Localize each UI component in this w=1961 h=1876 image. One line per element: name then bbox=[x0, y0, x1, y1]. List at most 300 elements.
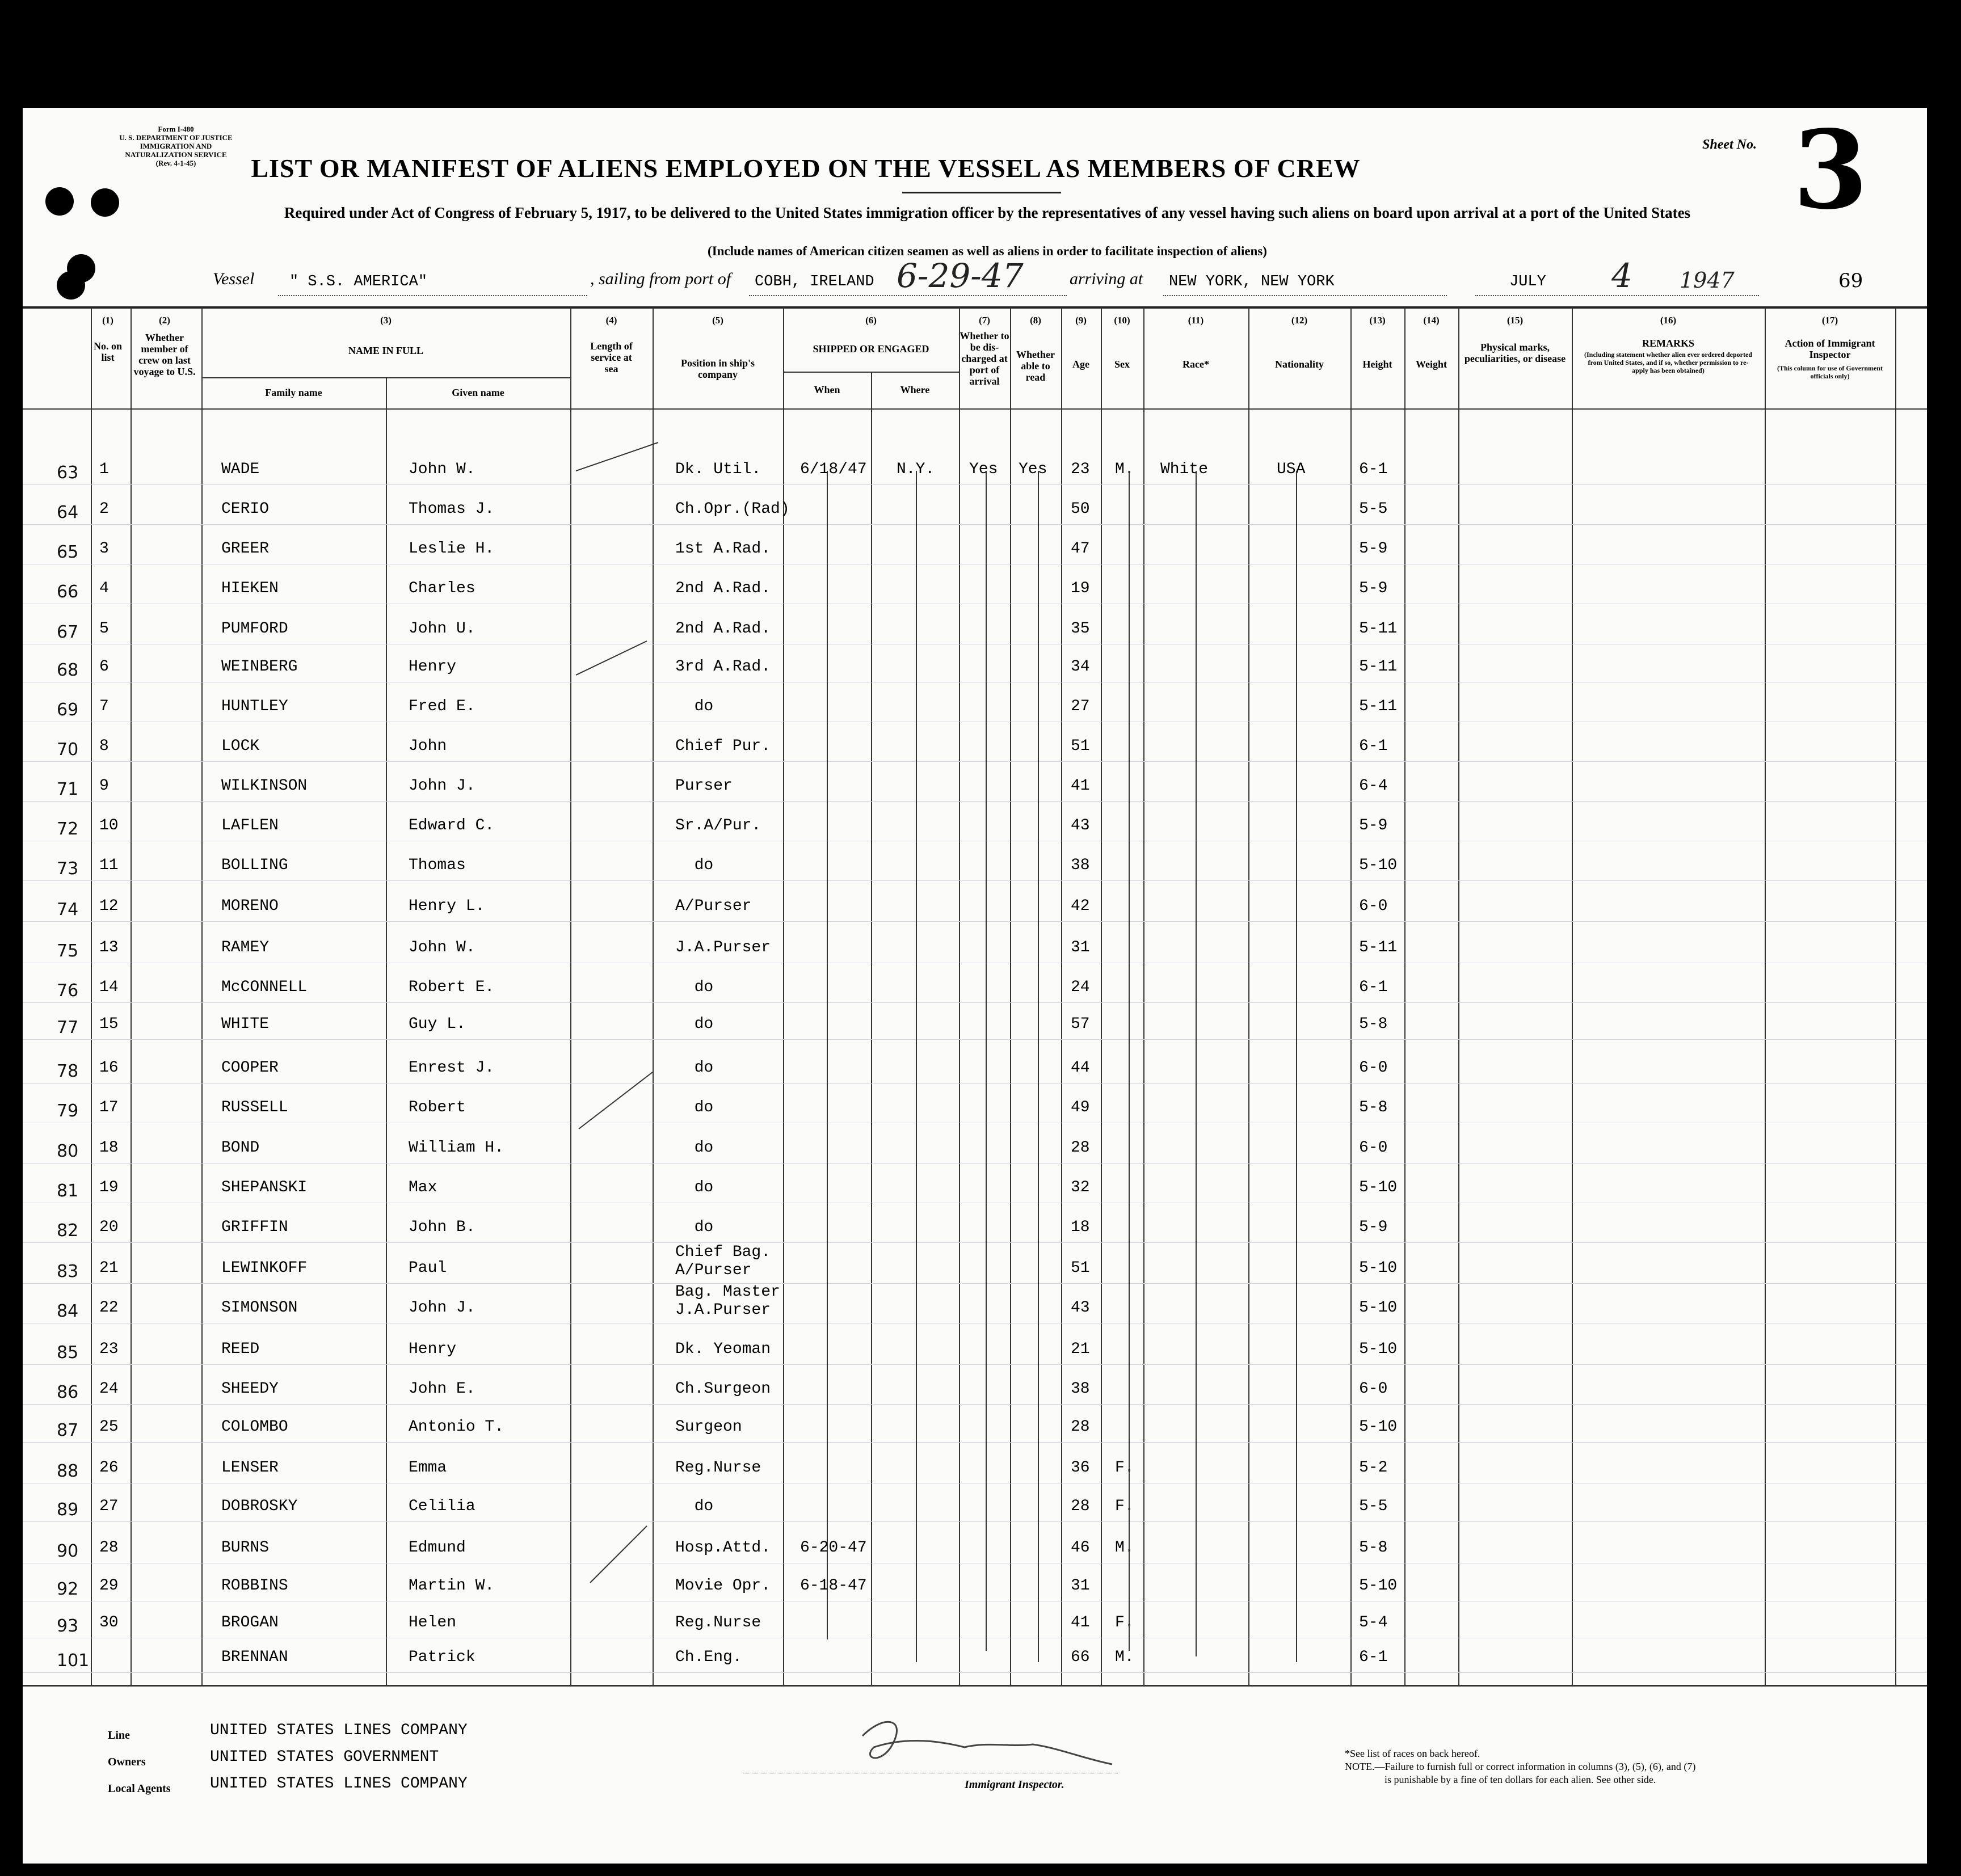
cell-given: Leslie H. bbox=[409, 540, 495, 558]
cell-age: 49 bbox=[1071, 1099, 1090, 1116]
cell-no: 27 bbox=[99, 1498, 119, 1515]
cell-family: LOCK bbox=[221, 737, 260, 755]
header-length-service: Length of service at sea bbox=[590, 340, 633, 374]
cell-position: do bbox=[675, 1498, 714, 1515]
cell-position: Surgeon bbox=[675, 1418, 742, 1436]
colnum-11: (11) bbox=[1188, 315, 1204, 326]
colnum-14: (14) bbox=[1423, 315, 1440, 326]
cell-position: do bbox=[675, 1219, 714, 1236]
cell-when: 6-18-47 bbox=[800, 1577, 867, 1595]
cell-age: 24 bbox=[1071, 979, 1090, 996]
cell-position: do bbox=[675, 1059, 714, 1077]
cell-given: Celilia bbox=[409, 1498, 475, 1515]
cell-height: 5-10 bbox=[1359, 1577, 1398, 1595]
cell-given: Henry bbox=[409, 1340, 457, 1358]
footer-agents-label: Local Agents bbox=[108, 1782, 171, 1795]
colnum-4: (4) bbox=[605, 315, 617, 326]
cell-position: Bag. Master J.A.Purser bbox=[675, 1283, 780, 1319]
line-number: 87 bbox=[57, 1420, 79, 1440]
cell-height: 5-10 bbox=[1359, 1299, 1398, 1317]
line-number: 82 bbox=[57, 1221, 79, 1241]
cell-height: 6-0 bbox=[1359, 1139, 1388, 1157]
cell-position: do bbox=[675, 979, 714, 996]
cell-position: J.A.Purser bbox=[675, 939, 771, 956]
cell-family: WILKINSON bbox=[221, 777, 308, 795]
header-sex: Sex bbox=[1114, 359, 1130, 370]
cell-height: 5-5 bbox=[1359, 1498, 1388, 1515]
cell-given: Thomas bbox=[409, 857, 466, 874]
cell-given: John E. bbox=[409, 1380, 475, 1398]
cell-no: 21 bbox=[99, 1259, 119, 1277]
cell-family: ROBBINS bbox=[221, 1577, 288, 1595]
cell-position: Hosp.Attd. bbox=[675, 1539, 771, 1557]
cell-height: 5-11 bbox=[1359, 698, 1398, 715]
sail-date-handwritten: 6-29-47 bbox=[897, 256, 1024, 295]
colnum-3: (3) bbox=[380, 315, 392, 326]
cell-family: RUSSELL bbox=[221, 1099, 288, 1116]
cell-no: 2 bbox=[99, 500, 109, 518]
cell-no: 24 bbox=[99, 1380, 119, 1398]
cell-age: 50 bbox=[1071, 500, 1090, 518]
cell-height: 5-10 bbox=[1359, 1418, 1398, 1436]
cell-when: 6-20-47 bbox=[800, 1539, 867, 1557]
line-number: 68 bbox=[57, 660, 79, 680]
cell-given: John J. bbox=[409, 777, 475, 795]
cell-position: Sr.A/Pur. bbox=[675, 817, 761, 834]
cell-height: 5-8 bbox=[1359, 1099, 1388, 1116]
cell-position: do bbox=[675, 1179, 714, 1196]
cell-family: McCONNELL bbox=[221, 979, 308, 996]
page-title: LIST OR MANIFEST OF ALIENS EMPLOYED ON THE VESSEL AS MEMBERS OF CREW bbox=[251, 154, 1361, 183]
header-last-voyage: Whether member of crew on last voyage to U.S. bbox=[133, 332, 196, 377]
cell-age: 38 bbox=[1071, 1380, 1090, 1398]
cell-position: Dk. Yeoman bbox=[675, 1340, 771, 1358]
line-number: 75 bbox=[57, 941, 79, 961]
header-name-in-full: NAME IN FULL bbox=[348, 345, 423, 356]
cell-given: Charles bbox=[409, 580, 475, 597]
cell-sex: F. bbox=[1115, 1614, 1134, 1632]
cell-no: 3 bbox=[99, 540, 109, 558]
cell-height: 5-2 bbox=[1359, 1459, 1388, 1477]
cell-disch: Yes bbox=[969, 461, 998, 478]
line-number: 74 bbox=[57, 900, 79, 920]
cell-height: 5-10 bbox=[1359, 857, 1398, 874]
header-given-name: Given name bbox=[452, 387, 504, 398]
cell-position: Ch.Opr.(Rad) bbox=[675, 500, 790, 518]
header-race: Race* bbox=[1183, 359, 1209, 370]
line-number: 76 bbox=[57, 981, 79, 1001]
cell-height: 6-0 bbox=[1359, 1380, 1388, 1398]
colnum-5: (5) bbox=[712, 315, 723, 326]
line-number: 67 bbox=[57, 622, 79, 642]
line-number: 70 bbox=[57, 740, 79, 760]
cell-given: Henry L. bbox=[409, 897, 485, 915]
cell-age: 21 bbox=[1071, 1340, 1090, 1358]
cell-family: COOPER bbox=[221, 1059, 279, 1077]
cell-age: 51 bbox=[1071, 1259, 1090, 1277]
header-action: Action of Immigrant Inspector bbox=[1785, 338, 1875, 360]
cell-family: COLOMBO bbox=[221, 1418, 288, 1436]
header-where: Where bbox=[900, 384, 930, 395]
line-number: 64 bbox=[57, 503, 79, 522]
cell-height: 5-5 bbox=[1359, 500, 1388, 518]
cell-height: 5-9 bbox=[1359, 580, 1388, 597]
cell-position: 3rd A.Rad. bbox=[675, 658, 771, 676]
line-number: 77 bbox=[57, 1018, 79, 1038]
header-no-on-list: No. on list bbox=[93, 340, 122, 363]
cell-given: Guy L. bbox=[409, 1015, 466, 1033]
cell-given: Fred E. bbox=[409, 698, 475, 715]
cell-height: 6-1 bbox=[1359, 737, 1388, 755]
cell-given: Thomas J. bbox=[409, 500, 495, 518]
form-department: U. S. DEPARTMENT OF JUSTICE bbox=[119, 133, 233, 142]
cell-no: 12 bbox=[99, 897, 119, 915]
cell-position: 2nd A.Rad. bbox=[675, 580, 771, 597]
cell-sex: F. bbox=[1115, 1498, 1134, 1515]
form-revision: (Rev. 4-1-45) bbox=[155, 159, 196, 167]
colnum-8: (8) bbox=[1030, 315, 1041, 326]
line-number: 63 bbox=[57, 463, 79, 483]
cell-given: John bbox=[409, 737, 447, 755]
inspector-line bbox=[743, 1773, 1118, 1774]
header-action-note: (This column for use of Government officials only) bbox=[1777, 364, 1883, 380]
cell-no: 26 bbox=[99, 1459, 119, 1477]
header-shipped: SHIPPED OR ENGAGED bbox=[813, 343, 929, 355]
colnum-13: (13) bbox=[1369, 315, 1386, 326]
colnum-2: (2) bbox=[159, 315, 170, 326]
cell-age: 38 bbox=[1071, 857, 1090, 874]
cell-no: 28 bbox=[99, 1539, 119, 1557]
colnum-7: (7) bbox=[979, 315, 990, 326]
cell-height: 5-11 bbox=[1359, 620, 1398, 638]
vessel-name: " S.S. AMERICA" bbox=[289, 273, 428, 290]
cell-no: 29 bbox=[99, 1577, 119, 1595]
cell-age: 43 bbox=[1071, 1299, 1090, 1317]
footer-agents-value: UNITED STATES LINES COMPANY bbox=[210, 1775, 468, 1793]
line-number: 86 bbox=[57, 1382, 79, 1402]
cell-age: 19 bbox=[1071, 580, 1090, 597]
cell-race: White bbox=[1160, 461, 1209, 478]
cell-age: 46 bbox=[1071, 1539, 1090, 1557]
cell-family: BRENNAN bbox=[221, 1649, 288, 1666]
footer-note-fine: is punishable by a fine of ten dollars for each alien. See other side. bbox=[1385, 1774, 1656, 1785]
cell-given: Robert E. bbox=[409, 979, 495, 996]
cell-height: 5-10 bbox=[1359, 1259, 1398, 1277]
cell-position: do bbox=[675, 1099, 714, 1116]
cell-no: 17 bbox=[99, 1099, 119, 1116]
cell-position: 1st A.Rad. bbox=[675, 540, 771, 558]
cell-height: 6-0 bbox=[1359, 897, 1388, 915]
cell-height: 6-1 bbox=[1359, 461, 1388, 478]
line-number: 71 bbox=[57, 779, 79, 799]
cell-no: 23 bbox=[99, 1340, 119, 1358]
cell-height: 6-4 bbox=[1359, 777, 1388, 795]
cell-age: 28 bbox=[1071, 1498, 1090, 1515]
cell-age: 34 bbox=[1071, 658, 1090, 676]
cell-age: 66 bbox=[1071, 1649, 1090, 1666]
cell-age: 35 bbox=[1071, 620, 1090, 638]
header-discharged: Whether to be dis-charged at port of arrival bbox=[960, 330, 1009, 387]
line-number: 89 bbox=[57, 1500, 79, 1520]
header-able-read: Whether able to read bbox=[1016, 349, 1055, 383]
cell-age: 44 bbox=[1071, 1059, 1090, 1077]
cell-no: 14 bbox=[99, 979, 119, 996]
colnum-15: (15) bbox=[1506, 315, 1524, 326]
cell-family: LEWINKOFF bbox=[221, 1259, 308, 1277]
cell-given: Patrick bbox=[409, 1649, 475, 1666]
line-number: 85 bbox=[57, 1343, 79, 1363]
cell-age: 47 bbox=[1071, 540, 1090, 558]
cell-age: 32 bbox=[1071, 1179, 1090, 1196]
form-service: IMMIGRATION AND NATURALIZATION SERVICE bbox=[125, 142, 227, 159]
cell-no: 5 bbox=[99, 620, 109, 638]
cell-no: 1 bbox=[99, 461, 109, 478]
line-number: 81 bbox=[57, 1181, 79, 1201]
cell-sex: M. bbox=[1115, 461, 1134, 478]
colnum-16: (16) bbox=[1660, 315, 1677, 326]
cell-no: 8 bbox=[99, 737, 109, 755]
header-position: Position in ship's company bbox=[680, 357, 755, 380]
inspector-label: Immigrant Inspector. bbox=[965, 1778, 1064, 1791]
cell-height: 5-11 bbox=[1359, 658, 1398, 676]
cell-height: 5-10 bbox=[1359, 1179, 1398, 1196]
vessel-label: Vessel bbox=[213, 269, 255, 288]
cell-sex: M. bbox=[1115, 1649, 1134, 1666]
cell-position: Chief Bag. A/Purser bbox=[675, 1243, 771, 1279]
sailing-label: , sailing from port of bbox=[590, 269, 731, 288]
footer-owners-value: UNITED STATES GOVERNMENT bbox=[210, 1748, 439, 1766]
arrival-year: 1947 bbox=[1680, 268, 1735, 293]
header-weight: Weight bbox=[1415, 359, 1447, 370]
cell-position: Ch.Eng. bbox=[675, 1649, 742, 1666]
header-nationality: Nationality bbox=[1274, 359, 1324, 370]
cell-given: Antonio T. bbox=[409, 1418, 504, 1436]
cell-given: Max bbox=[409, 1179, 437, 1196]
cell-given: Edward C. bbox=[409, 817, 495, 834]
cell-family: LENSER bbox=[221, 1459, 279, 1477]
cell-age: 51 bbox=[1071, 737, 1090, 755]
cell-sex: F. bbox=[1115, 1459, 1134, 1477]
cell-position: Dk. Util. bbox=[675, 461, 761, 478]
line-number: 65 bbox=[57, 542, 79, 562]
cell-position: do bbox=[675, 698, 714, 715]
cell-position: Reg.Nurse bbox=[675, 1614, 761, 1632]
line-number: 83 bbox=[57, 1262, 79, 1281]
cell-height: 5-11 bbox=[1359, 939, 1398, 956]
colnum-9: (9) bbox=[1075, 315, 1087, 326]
cell-age: 41 bbox=[1071, 777, 1090, 795]
colnum-12: (12) bbox=[1291, 315, 1308, 326]
footer-note-races: *See list of races on back hereof. bbox=[1345, 1748, 1480, 1759]
cell-no: 11 bbox=[99, 857, 119, 874]
cell-no: 25 bbox=[99, 1418, 119, 1436]
cell-family: WEINBERG bbox=[221, 658, 298, 676]
header-remarks: REMARKS bbox=[1642, 338, 1694, 349]
cell-no: 22 bbox=[99, 1299, 119, 1317]
line-number: 80 bbox=[57, 1141, 79, 1161]
cell-no: 9 bbox=[99, 777, 109, 795]
cell-family: SHEPANSKI bbox=[221, 1179, 308, 1196]
cell-given: Robert bbox=[409, 1099, 466, 1116]
cell-given: John W. bbox=[409, 939, 475, 956]
line-number: 78 bbox=[57, 1061, 79, 1081]
colnum-6: (6) bbox=[865, 315, 877, 326]
sheet-number-label: Sheet No. bbox=[1702, 137, 1757, 152]
cell-given: Helen bbox=[409, 1614, 457, 1632]
cell-position: Chief Pur. bbox=[675, 737, 771, 755]
header-family-name: Family name bbox=[265, 387, 322, 398]
cell-given: Enrest J. bbox=[409, 1059, 495, 1077]
colnum-10: (10) bbox=[1114, 315, 1130, 326]
arrival-month: JULY bbox=[1509, 273, 1546, 290]
line-number: 73 bbox=[57, 859, 79, 879]
colnum-1: (1) bbox=[102, 315, 113, 326]
cell-given: John U. bbox=[409, 620, 475, 638]
cell-height: 6-0 bbox=[1359, 1059, 1388, 1077]
cell-family: DOBROSKY bbox=[221, 1498, 298, 1515]
cell-no: 13 bbox=[99, 939, 119, 956]
cell-read: Yes bbox=[1019, 461, 1047, 478]
cell-height: 5-9 bbox=[1359, 540, 1388, 558]
cell-family: PUMFORD bbox=[221, 620, 288, 638]
cell-age: 31 bbox=[1071, 939, 1090, 956]
cell-position: do bbox=[675, 1015, 714, 1033]
header-when: When bbox=[814, 384, 840, 395]
footer-note-penalty: NOTE.—Failure to furnish full or correct information in columns (3), (5), (6), and (7) bbox=[1345, 1761, 1696, 1772]
cell-sex: M. bbox=[1115, 1539, 1134, 1557]
cell-age: 31 bbox=[1071, 1577, 1090, 1595]
cell-age: 43 bbox=[1071, 817, 1090, 834]
header-remarks-note: (Including statement whether alien ever ordered deported from United States, and if so, whether permission to re-apply has been obtained) bbox=[1584, 351, 1752, 374]
cell-no: 6 bbox=[99, 658, 109, 676]
cell-height: 5-8 bbox=[1359, 1015, 1388, 1033]
cell-no: 18 bbox=[99, 1139, 119, 1157]
cell-given: John W. bbox=[409, 461, 475, 478]
cell-where: N.Y. bbox=[897, 461, 935, 478]
cell-nat: USA bbox=[1277, 461, 1306, 478]
form-number: Form I-480 bbox=[158, 125, 194, 133]
line-number: 66 bbox=[57, 582, 79, 602]
line-number: 93 bbox=[57, 1616, 79, 1636]
line-number: 101 bbox=[57, 1651, 90, 1671]
cell-no: 10 bbox=[99, 817, 119, 834]
ditto-strokes bbox=[23, 108, 1927, 1864]
sheet-number: 3 bbox=[1793, 107, 1869, 233]
manifest-sheet bbox=[23, 108, 1927, 1864]
port-to: NEW YORK, NEW YORK bbox=[1169, 273, 1335, 290]
cell-family: BOLLING bbox=[221, 857, 288, 874]
sheet-reference: 69 bbox=[1838, 269, 1863, 292]
arrival-day-handwritten: 4 bbox=[1611, 256, 1632, 295]
line-number: 69 bbox=[57, 700, 79, 720]
line-number: 79 bbox=[57, 1101, 79, 1121]
line-number: 72 bbox=[57, 819, 79, 839]
cell-family: WHITE bbox=[221, 1015, 270, 1033]
cell-height: 5-10 bbox=[1359, 1340, 1398, 1358]
cell-position: Reg.Nurse bbox=[675, 1459, 761, 1477]
cell-given: Henry bbox=[409, 658, 457, 676]
cell-no: 4 bbox=[99, 580, 109, 597]
header-physical: Physical marks, peculiarities, or disease bbox=[1464, 342, 1566, 364]
cell-age: 41 bbox=[1071, 1614, 1090, 1632]
cell-height: 5-8 bbox=[1359, 1539, 1388, 1557]
cell-position: do bbox=[675, 857, 714, 874]
cell-height: 5-4 bbox=[1359, 1614, 1388, 1632]
cell-position: A/Purser bbox=[675, 897, 752, 915]
cell-family: GRIFFIN bbox=[221, 1219, 288, 1236]
cell-family: SIMONSON bbox=[221, 1299, 298, 1317]
cell-given: William H. bbox=[409, 1139, 504, 1157]
cell-no: 19 bbox=[99, 1179, 119, 1196]
cell-no: 30 bbox=[99, 1614, 119, 1632]
cell-family: BOND bbox=[221, 1139, 260, 1157]
line-number: 92 bbox=[57, 1579, 79, 1599]
line-number: 88 bbox=[57, 1461, 79, 1481]
header-height: Height bbox=[1362, 359, 1392, 370]
cell-when: 6/18/47 bbox=[800, 461, 867, 478]
header-age: Age bbox=[1072, 359, 1089, 370]
line-number: 84 bbox=[57, 1301, 79, 1321]
cell-family: HUNTLEY bbox=[221, 698, 288, 715]
cell-family: SHEEDY bbox=[221, 1380, 279, 1398]
cell-height: 6-1 bbox=[1359, 979, 1388, 996]
cell-family: WADE bbox=[221, 461, 260, 478]
port-from: COBH, IRELAND bbox=[755, 273, 874, 290]
cell-family: BROGAN bbox=[221, 1614, 279, 1632]
cell-position: 2nd A.Rad. bbox=[675, 620, 771, 638]
cell-age: 57 bbox=[1071, 1015, 1090, 1033]
cell-family: MORENO bbox=[221, 897, 279, 915]
cell-given: Emma bbox=[409, 1459, 447, 1477]
cell-no: 20 bbox=[99, 1219, 119, 1236]
cell-age: 28 bbox=[1071, 1418, 1090, 1436]
cell-age: 18 bbox=[1071, 1219, 1090, 1236]
inspector-signature bbox=[840, 1702, 1135, 1787]
footer-line-value: UNITED STATES LINES COMPANY bbox=[210, 1722, 468, 1739]
arriving-label: arriving at bbox=[1070, 269, 1143, 288]
cell-position: Purser bbox=[675, 777, 733, 795]
cell-age: 42 bbox=[1071, 897, 1090, 915]
cell-position: Ch.Surgeon bbox=[675, 1380, 771, 1398]
cell-age: 28 bbox=[1071, 1139, 1090, 1157]
cell-no: 7 bbox=[99, 698, 109, 715]
page-subtitle: Required under Act of Congress of February 5, 1917, to be delivered to the United States immigration officer by the representatives of any vessel having such aliens on board upon arrival at a port of the United States bbox=[284, 204, 1691, 221]
colnum-17: (17) bbox=[1821, 315, 1838, 326]
footer-owners-label: Owners bbox=[108, 1756, 146, 1768]
cell-given: John J. bbox=[409, 1299, 475, 1317]
cell-height: 5-9 bbox=[1359, 817, 1388, 834]
cell-height: 6-1 bbox=[1359, 1649, 1388, 1666]
line-number: 90 bbox=[57, 1541, 79, 1561]
cell-position: do bbox=[675, 1139, 714, 1157]
cell-age: 23 bbox=[1071, 461, 1090, 478]
cell-given: Martin W. bbox=[409, 1577, 495, 1595]
page-subtitle-note: (Include names of American citizen seamen as well as aliens in order to facilitate inspection of aliens) bbox=[708, 244, 1267, 258]
cell-no: 16 bbox=[99, 1059, 119, 1077]
cell-family: CERIO bbox=[221, 500, 270, 518]
cell-position: Movie Opr. bbox=[675, 1577, 771, 1595]
cell-family: REED bbox=[221, 1340, 260, 1358]
footer-line-label: Line bbox=[108, 1729, 130, 1742]
cell-age: 27 bbox=[1071, 698, 1090, 715]
cell-family: LAFLEN bbox=[221, 817, 279, 834]
cell-family: RAMEY bbox=[221, 939, 270, 956]
cell-given: Paul bbox=[409, 1259, 447, 1277]
cell-family: BURNS bbox=[221, 1539, 270, 1557]
cell-age: 36 bbox=[1071, 1459, 1090, 1477]
cell-height: 5-9 bbox=[1359, 1219, 1388, 1236]
cell-family: HIEKEN bbox=[221, 580, 279, 597]
